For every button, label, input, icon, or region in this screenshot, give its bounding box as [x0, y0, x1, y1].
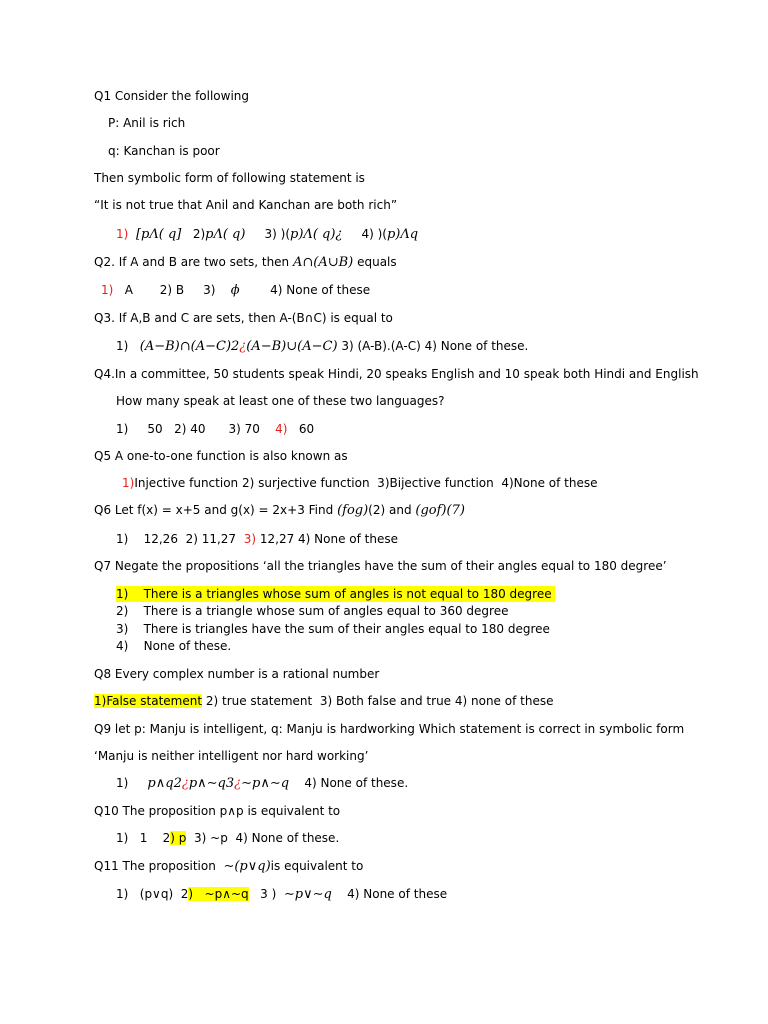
q1-title: Q1 Consider the following	[94, 89, 250, 103]
q7-option-4-number: 4)	[116, 639, 129, 653]
q10-option-2-highlighted: ) p	[170, 831, 187, 845]
q5-options	[122, 475, 598, 491]
q9-glyph-2: ¿	[234, 776, 242, 791]
q9-math-2: p∧∼q3	[188, 776, 235, 791]
q4-options	[116, 421, 314, 437]
q3-options-rest: 3) (A-B).(A-C) 4) None of these.	[341, 339, 529, 353]
q1-option-2-number: 2)	[192, 227, 206, 241]
q6-options-1-2: 12,26 2) 11,27	[143, 532, 237, 546]
q3-option-1-number: 1)	[116, 339, 129, 353]
q11-option-3-number: 3 )	[260, 887, 277, 901]
q4-option-1-number: 1)	[116, 422, 129, 436]
q9-glyph-1: ¿	[181, 776, 189, 791]
q6-mid: (2) and	[368, 503, 412, 517]
q11-option-4: 4) None of these	[347, 887, 448, 901]
q7-option-3-number: 3)	[116, 622, 129, 636]
q1-quote: “It is not true that Anil and Kanchan are both rich”	[94, 198, 398, 212]
q1-option-1: [pΛ( q]	[135, 227, 182, 242]
q6-math-2: (gof)(7)	[415, 503, 465, 518]
q6-option-1-number: 1)	[116, 532, 129, 546]
q4-subquestion: How many speak at least one of these two languages?	[116, 394, 445, 408]
q4-option-2: 2) 40	[174, 422, 206, 436]
q10-options-rest: 3) ~p 4) None of these.	[186, 831, 340, 845]
q6-option-3-number: 3)	[243, 532, 257, 546]
q10-options	[116, 830, 339, 846]
q1-option-3: p)Λ( q)¿	[290, 227, 343, 242]
q11-options	[116, 886, 447, 903]
q2-tail: equals	[357, 255, 397, 269]
q4-option-1: 50	[147, 422, 163, 436]
q2-options	[101, 282, 370, 299]
q2-math: A∩(A∪B)	[293, 255, 354, 270]
q1-proposition-p: P: Anil is rich	[108, 116, 186, 130]
q2-option-3-math: ϕ	[230, 283, 240, 298]
q11-option-3-math: ∼p∨∼q	[283, 887, 332, 902]
q1-option-4-number: 4) )(	[361, 227, 387, 241]
q8-option-1-highlighted: 1)False statement	[94, 694, 203, 708]
q9-options	[116, 775, 408, 792]
q9-option-4: 4) None of these.	[304, 776, 409, 790]
q3-options	[116, 338, 528, 355]
q7-option-2	[116, 603, 508, 619]
q11-question	[94, 858, 363, 875]
q2-option-1-number: 1)	[101, 283, 114, 297]
q9-math-1: p∧q2	[147, 776, 182, 791]
q6-options	[116, 531, 398, 547]
q1-option-2: pΛ( q)	[205, 227, 246, 242]
q1-option-4: p)Λq	[386, 227, 419, 242]
q2-text: Q2. If A and B are two sets, then	[94, 255, 290, 269]
q7-option-3	[116, 621, 550, 637]
q5-options-text: Injective function 2) surjective function 3)Bijective function 4)None of these	[134, 476, 598, 490]
q5-option-1-number: 1)	[122, 476, 135, 490]
q11-option-2-highlighted: ) ~p∧~q	[188, 887, 249, 901]
q4-option-3: 3) 70	[228, 422, 260, 436]
q9-question: Q9 let p: Manju is intelligent, q: Manju is hardworking Which statement is correct in symbolic form	[94, 722, 685, 736]
q1-options	[116, 226, 418, 243]
q7-option-4	[116, 638, 231, 654]
q1-lead: Then symbolic form of following statement is	[94, 171, 365, 185]
q2-option-2: 2) B	[159, 283, 185, 297]
q7-option-2-text: There is a triangle whose sum of angles equal to 360 degree	[143, 604, 509, 618]
q11-text: Q11 The proposition	[94, 859, 216, 873]
q4-option-4-number: 4)	[275, 422, 288, 436]
q3-question: Q3. If A,B and C are sets, then A-(B∩C) is equal to	[94, 311, 393, 325]
q1-proposition-q: q: Kanchan is poor	[108, 144, 220, 158]
q8-options	[94, 693, 553, 709]
q7-option-2-number: 2)	[116, 604, 129, 618]
q3-option-1-math: (A−B)∩(A−C)2	[139, 339, 240, 354]
q3-option-1-glyph: ¿	[239, 339, 247, 354]
q10-question: Q10 The proposition p∧p is equivalent to	[94, 804, 341, 818]
q1-option-3-number: 3) )(	[264, 227, 291, 241]
q9-math-3: ∼p∧∼q	[241, 776, 290, 791]
q7-option-1	[116, 586, 555, 602]
q2-option-3: 3)	[203, 283, 216, 297]
q6-options-3-4: 12,27 4) None of these	[259, 532, 398, 546]
q2-question	[94, 254, 397, 271]
q6-text: Q6 Let f(x) = x+5 and g(x) = 2x+3 Find	[94, 503, 334, 517]
q7-option-3-text: There is triangles have the sum of their angles equal to 180 degree	[143, 622, 550, 636]
q11-math: ∼(p∨q)	[223, 859, 271, 874]
q2-option-1: A	[124, 283, 133, 297]
q7-option-4-text: None of these.	[143, 639, 232, 653]
q1-option-1-number: 1)	[116, 227, 129, 241]
q11-options-1-2: 1) (p∨q) 2	[116, 887, 189, 901]
q8-options-rest: 2) true statement 3) Both false and true 4) none of these	[202, 694, 554, 708]
q10-options-1-2: 1) 1 2	[116, 831, 171, 845]
q6-math-1: (fog)	[337, 503, 369, 518]
q8-question: Q8 Every complex number is a rational number	[94, 667, 380, 681]
q7-option-1-text: There is a triangles whose sum of angles is not equal to 180 degree	[143, 587, 552, 601]
q7-question: Q7 Negate the propositions ‘all the triangles have the sum of their angles equal to 180 degree’	[94, 559, 667, 573]
q6-question	[94, 502, 465, 519]
q3-option-1-math-b: (A−B)∪(A−C)	[246, 339, 338, 354]
q7-option-1-number: 1)	[116, 587, 129, 601]
q4-question: Q4.In a committee, 50 students speak Hindi, 20 speaks English and 10 speak both Hindi and English	[94, 367, 699, 381]
q9-quote: ‘Manju is neither intelligent nor hard working’	[94, 749, 369, 763]
q9-option-1-number: 1)	[116, 776, 129, 790]
q11-tail: is equivalent to	[270, 859, 364, 873]
q5-question: Q5 A one-to-one function is also known as	[94, 449, 348, 463]
q2-option-4: 4) None of these	[270, 283, 371, 297]
q4-option-4: 60	[298, 422, 315, 436]
